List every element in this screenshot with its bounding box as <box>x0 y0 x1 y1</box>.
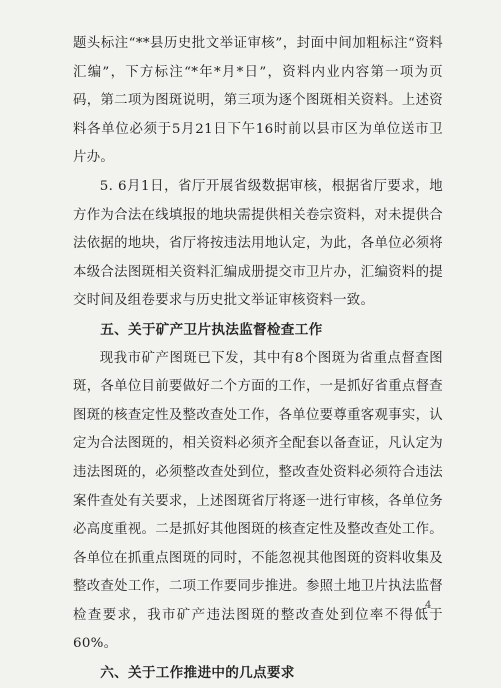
paragraph-1: 题头标注“**县历史批文举证审核”，封面中间加粗标注“资料汇编”，下方标注“*年*月*日”，资料内业内容第一项为页码，第二项为图斑说明，第三项为逐个图斑相关资料。上述资料各单位必须于5月21日下午16时前以县市区为单位送市卫片办。 <box>73 36 443 166</box>
document-body <box>73 30 443 688</box>
section-heading-6: 六、关于工作推进中的几点要求 <box>100 665 295 682</box>
page-number: 4 <box>425 600 432 611</box>
section-heading-5: 五、关于矿产卫片执法监督检查工作 <box>100 321 323 338</box>
paragraph-3: 现我市矿产图斑已下发，其中有8个图斑为省重点督查图斑，各单位目前要做好二个方面的工作，一是抓好省重点督查图斑的核查定性及整改查处工作，各单位要尊重客观事实，认定为合法图斑的，相关资料必须齐全配套以备查证，凡认定为违法图斑的，必须整改查处到位，整改查处资料必须符合违法案件查处有关要求，上述图斑省厅将逐一进行审核，各单位务必高度重视。二是抓好其他图斑的核查定性及整改查处工作。各单位在抓重点图斑的同时，不能忽视其他图斑的资料收集及整改查处工作，二项工作要同步推进。参照土地卫片执法监督检查要求，我市矿产违法图斑的整改查处到位率不得低于60%。 <box>73 350 443 652</box>
paragraph-2: 5. 6月1日，省厅开展省级数据审核，根据省厅要求，地方作为合法在线填报的地块需提供相关卷宗资料，对未提供合法依据的地块，省厅将按违法用地认定，为此，各单位必须将本级合法图斑相关资料汇编成册提交市卫片办，汇编资料的提交时间及组卷要求与历史批文举证审核资料一致。 <box>73 178 443 309</box>
